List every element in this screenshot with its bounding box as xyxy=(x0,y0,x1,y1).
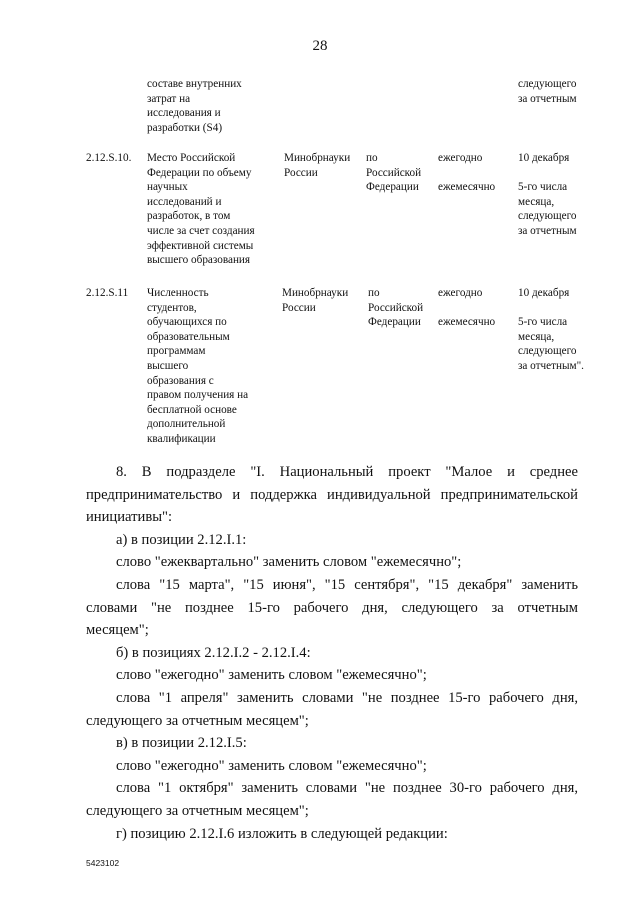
table-row-code: 2.12.S.10. xyxy=(86,152,132,164)
table-row-name: Численность студентов, обучающихся по образовательным программам высшего образования с правом получения на бесплатной основе дополнительной квалификации xyxy=(147,287,249,445)
paragraph-line: слова "1 апреля" заменить словами "не позднее 15-го рабочего дня, xyxy=(116,689,578,706)
document-code: 5423102 xyxy=(86,858,120,868)
paragraph-line: слово "ежегодно" заменить словом "ежемесячно"; xyxy=(116,667,427,684)
page-number: 28 xyxy=(312,38,328,54)
table-row-deadline-annual: 10 декабря xyxy=(518,287,570,299)
paragraph-line: 8. В подразделе "I. Национальный проект "Малое и среднее xyxy=(116,464,578,480)
paragraph-line: инициативы": xyxy=(86,509,173,526)
table-row-level: по Российской Федерации xyxy=(366,152,422,194)
table-row-continued-deadline: следующего за отчетным xyxy=(518,78,577,105)
table-row-deadline-monthly: 5-го числа месяца, следующего за отчетным". xyxy=(518,316,584,372)
table-row-period-annual: ежегодно xyxy=(438,152,483,164)
paragraph-line: следующего за отчетным месяцем"; xyxy=(86,712,309,729)
paragraph-line: словами "не позднее 15-го рабочего дня, следующего за отчетным xyxy=(86,599,578,616)
table-row-period-annual: ежегодно xyxy=(438,287,483,299)
table-row-deadline-annual: 10 декабря xyxy=(518,152,570,164)
table-row-code: 2.12.S.11 xyxy=(86,287,129,299)
paragraph-line: следующего за отчетным месяцем"; xyxy=(86,802,309,819)
amendment-text xyxy=(86,461,578,845)
table-row-level: по Российской Федерации xyxy=(368,287,424,329)
paragraph-line: г) позицию 2.12.I.6 изложить в следующей редакции: xyxy=(116,825,448,842)
table-row-name: Место Российской Федерации по объему научных исследований и разработок, в том числе за счет создания эффективной системы высшего образования xyxy=(147,152,255,267)
paragraph-line: месяцем"; xyxy=(86,622,149,639)
paragraph-line: а) в позиции 2.12.I.1: xyxy=(116,531,247,548)
table-row-period-monthly: ежемесячно xyxy=(438,316,496,328)
paragraph-line: слова "1 октября" заменить словами "не позднее 30-го рабочего дня, xyxy=(116,780,578,797)
table-row-period-monthly: ежемесячно xyxy=(438,181,496,193)
table-row-deadline-monthly: 5-го числа месяца, следующего за отчетным xyxy=(518,181,577,237)
paragraph-line: б) в позициях 2.12.I.2 - 2.12.I.4: xyxy=(116,644,311,661)
paragraph-line: слово "ежегодно" заменить словом "ежемесячно"; xyxy=(116,757,427,774)
paragraph-line: в) в позиции 2.12.I.5: xyxy=(116,735,247,752)
table-row-agency: Минобрнауки России xyxy=(284,152,351,179)
table-row-continued-name: составе внутренних затрат на исследования и разработки (S4) xyxy=(147,78,242,134)
paragraph-line: предпринимательство и поддержка индивидуальной предпринимательской xyxy=(86,486,578,503)
table-row-agency: Минобрнауки России xyxy=(282,287,349,314)
paragraph-line: слова "15 марта", "15 июня", "15 сентября", "15 декабря" заменить xyxy=(116,576,578,593)
paragraph-line: слово "ежеквартально" заменить словом "ежемесячно"; xyxy=(116,554,462,571)
